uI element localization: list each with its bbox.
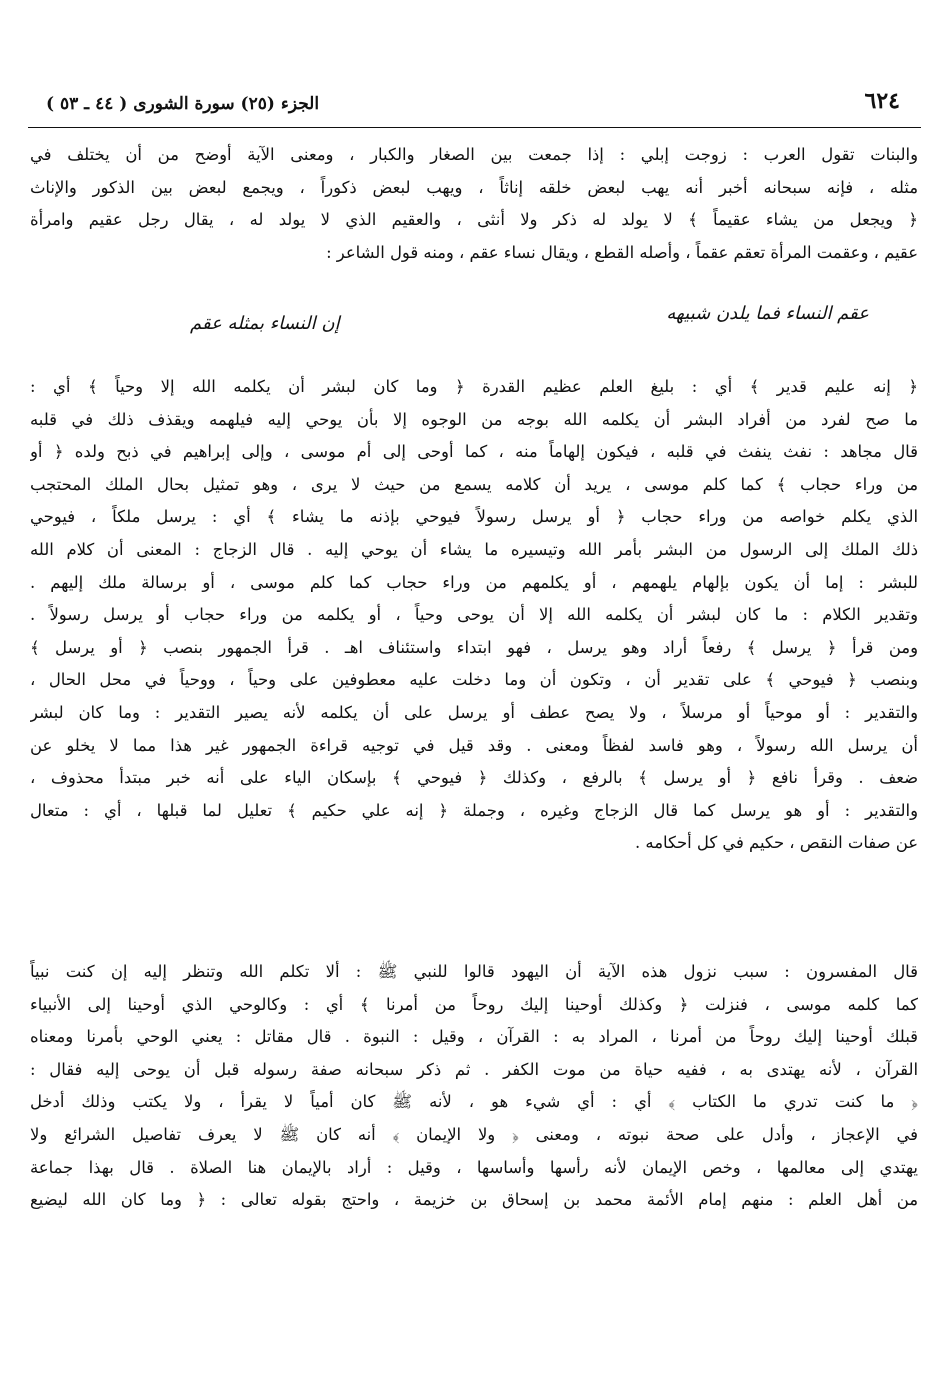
text-line: ما صح لفرد من أفراد البشر أن يكلمه الله بوجه من الوجوه إلا بأن يوحي إليه فيلهمه ويقذف ذلك في قلبه [30, 409, 918, 429]
text-line: ذلك الملك إلى الرسول من البشر بأمر الله وتيسيره ما يشاء أن يوحي إليه . قال الزجاج : المعنى أن كلام الله [30, 539, 918, 559]
text-line: قال المفسرون : سبب نزول هذه الآية أن اليهود قالوا للنبي ﷺ : ألا تكلم الله وتنظر إليه إن كنت نبياً [30, 962, 918, 981]
poem-first-hemistich: عقم النساء فما يلدن شبيهه [666, 303, 869, 324]
text-line: قبلك أوحينا إليك روحاً من أمرنا ، المراد به : القرآن ، وقيل : النبوة . قال مقاتل : يعني الوحي بأمرنا ومعناه [30, 1027, 918, 1047]
text-line: من وراء حجاب ﴾ كما كلم موسى ، يريد أن كلامه يسمع من حيث لا يرى ، وهو تمثيل بحال الملك المحتجب [30, 474, 918, 494]
paragraph-1 [30, 139, 918, 269]
running-title: الجزء (٢٥) سورة الشورى ( ٤٤ ـ ٥٣ ) [46, 94, 320, 114]
text-line: وبنصب ﴿ فيوحي ﴾ على تقدير أن ، وتكون أن وما دخلت عليه معطوفين على وحياً ، ووحياً في محل الحال ، [30, 670, 918, 690]
text-line: الذي يكلم خواصه من وراء حجاب ﴿ أو يرسل رسولاً فيوحي بإذنه ما يشاء ﴾ أي : يرسل ملكاً ، فيوحي [30, 507, 918, 527]
poem-second-hemistich: إن النساء بمثله عقم [190, 313, 340, 334]
text-line: والتقدير : أو موحياً أو مرسلاً ، ولا يصح عطف أو يرسل على أن يكلمه لأنه يصير التقدير : وما كان لبشر [30, 702, 918, 722]
text-line: من أهل العلم : منهم إمام الأئمة محمد بن إسحاق بن خزيمة ، واحتج بقوله تعالى : ﴿ وما كان الله ليضيع [30, 1190, 918, 1210]
text-line: أن يرسل الله رسولاً ، وهو فاسد لفظاً ومعنى . وقد قيل في توجيه قراءة الجمهور غير هذا مما لا يخلو عن [30, 735, 918, 755]
paragraph-3 [30, 956, 918, 1217]
text-line: ﴿ إنه عليم قدير ﴾ أي : بليغ العلم عظيم القدرة ﴿ وما كان لبشر أن يكلمه الله إلا وحياً ﴾ أي : [30, 377, 918, 396]
text-line: مثله ، فإنه سبحانه أخبر أنه يهب لبعض خلقه إناثاً ، ويهب لبعض ذكوراً ، ويجمع لبعض بين الذكور والإناث [30, 177, 918, 197]
page-header [28, 88, 918, 128]
page-number: ٦٢٤ [864, 88, 900, 114]
text-line: يهتدي إلى معالمها ، وخص الإيمان لأنه رأسها وأساسها ، وقيل : أراد بالإيمان هنا الصلاة . قال بهذا جماعة [30, 1157, 918, 1177]
text-line: في الإعجاز ، وأدل على صحة نبوته ، ومعنى ﴿ ولا الإيمان ﴾ أنه كان ﷺ لا يعرف تفاصيل الشرائع ولا [30, 1124, 918, 1144]
text-line: والتقدير : أو هو يرسل كما قال الزجاج وغيره ، وجملة ﴿ إنه علي حكيم ﴾ تعليل لما قبلها ، أي : متعال [30, 800, 918, 820]
text-line: ومن قرأ ﴿ يرسل ﴾ رفعاً أراد وهو يرسل ، فهو ابتداء واستئناف اهـ . قرأ الجمهور بنصب ﴿ أو يرسل ﴾ [30, 637, 918, 657]
text-line: ضعف . وقرأ نافع ﴿ أو يرسل ﴾ بالرفع ، وكذلك ﴿ فيوحي ﴾ بإسكان الياء على أنه خبر مبتدأ محذوف ، [30, 768, 918, 788]
text-line: والبنات تقول العرب : زوجت إبلي : إذا جمعت بين الصغار والكبار ، ومعنى الآية أوضح من أن يختلف في [30, 145, 918, 164]
text-line: عن صفات النقص ، حكيم في كل أحكامه . [635, 833, 918, 853]
text-line: القرآن ، لأنه يهتدى به ، ففيه حياة من موت الكفر . ثم ذكر سبحانه صفة رسوله قبل أن يوحى إليه فقال : [30, 1059, 918, 1079]
header-rule [28, 127, 921, 128]
text-line: قال مجاهد : نفث ينفث في قلبه ، فيكون إلهاماً منه ، كما أوحى إلى أم موسى ، وإلى إبراهيم في ذبح ولده ﴿ أو [30, 442, 918, 462]
text-line: للبشر : إما أن يكون بإلهام يلهمهم ، أو يكلمهم من وراء حجاب كما كلم موسى ، أو برسالة ملك إليهم . [30, 572, 918, 592]
paragraph-2 [30, 371, 918, 860]
text-line: كما كلمه موسى ، فنزلت ﴿ وكذلك أوحينا إليك روحاً من أمرنا ﴾ أي : وكالوحي الذي أوحينا إلى الأنبياء [30, 994, 918, 1014]
text-line: وتقدير الكلام : ما كان لبشر أن يكلمه الله إلا أن يوحى وحياً ، أو يكلمه من وراء حجاب أو يرسل رسولاً . [30, 605, 918, 625]
text-line: ﴿ ما كنت تدري ما الكتاب ﴾ أي : أي شيء هو ، لأنه ﷺ كان أمياً لا يقرأ ، ولا يكتب وذلك أدخل [30, 1092, 918, 1112]
text-line: ﴿ ويجعل من يشاء عقيماً ﴾ لا يولد له ذكر ولا أنثى ، والعقيم الذي لا يولد له ، يقال رجل عقيم وامرأة [30, 210, 918, 230]
text-line: عقيم ، وعقمت المرأة تعقم عقماً ، وأصله القطع ، ويقال نساء عقم ، ومنه قول الشاعر : [326, 242, 918, 262]
